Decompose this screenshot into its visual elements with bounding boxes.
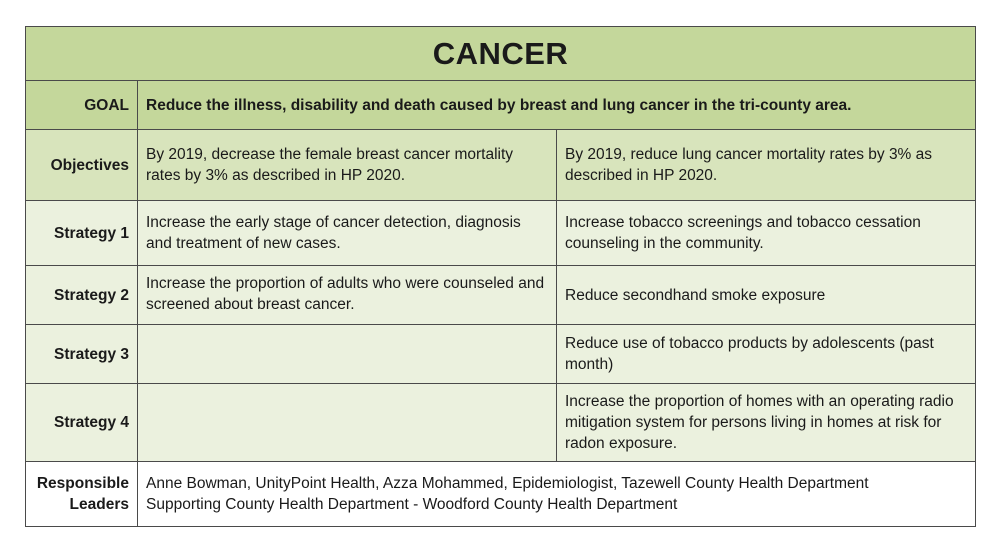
objectives-label: Objectives <box>26 130 138 201</box>
leaders-row <box>26 462 976 527</box>
strategy-row-2 <box>26 266 976 325</box>
strategy-lung-cell: Increase the proportion of homes with an operating radio mitigation system for persons living in homes at risk for radon exposure. <box>557 384 976 462</box>
cancer-plan-table <box>25 26 976 527</box>
strategy-lung-cell: Reduce use of tobacco products by adolescents (past month) <box>557 325 976 384</box>
leaders-label <box>26 462 138 527</box>
title-row <box>26 27 976 81</box>
strategy-lung-cell: Reduce secondhand smoke exposure <box>557 266 976 325</box>
strategy-label: Strategy 1 <box>26 201 138 266</box>
strategy-row-3 <box>26 325 976 384</box>
goal-label: GOAL <box>26 81 138 130</box>
objectives-row <box>26 130 976 201</box>
strategy-row-1 <box>26 201 976 266</box>
strategy-row-4 <box>26 384 976 462</box>
leaders-line2: Supporting County Health Department - Woodford County Health Department <box>146 496 678 513</box>
strategy-breast-cell: Increase the proportion of adults who were counseled and screened about breast cancer. <box>138 266 557 325</box>
strategy-label: Strategy 4 <box>26 384 138 462</box>
strategy-label: Strategy 3 <box>26 325 138 384</box>
strategy-lung-cell: Increase tobacco screenings and tobacco cessation counseling in the community. <box>557 201 976 266</box>
strategy-breast-cell: Increase the early stage of cancer detection, diagnosis and treatment of new cases. <box>138 201 557 266</box>
leaders-text <box>138 462 976 527</box>
objective-breast-cancer: By 2019, decrease the female breast cancer mortality rates by 3% as described in HP 2020. <box>138 130 557 201</box>
strategy-breast-cell <box>138 384 557 462</box>
strategy-label: Strategy 2 <box>26 266 138 325</box>
goal-text: Reduce the illness, disability and death caused by breast and lung cancer in the tri-county area. <box>138 81 976 130</box>
leaders-label-line1: Responsible <box>36 475 129 492</box>
table-title: CANCER <box>26 27 976 81</box>
leaders-label-line2: Leaders <box>69 496 129 513</box>
objective-lung-cancer: By 2019, reduce lung cancer mortality rates by 3% as described in HP 2020. <box>557 130 976 201</box>
goal-row <box>26 81 976 130</box>
strategy-breast-cell <box>138 325 557 384</box>
leaders-line1: Anne Bowman, UnityPoint Health, Azza Mohammed, Epidemiologist, Tazewell County Health Department <box>146 475 869 492</box>
